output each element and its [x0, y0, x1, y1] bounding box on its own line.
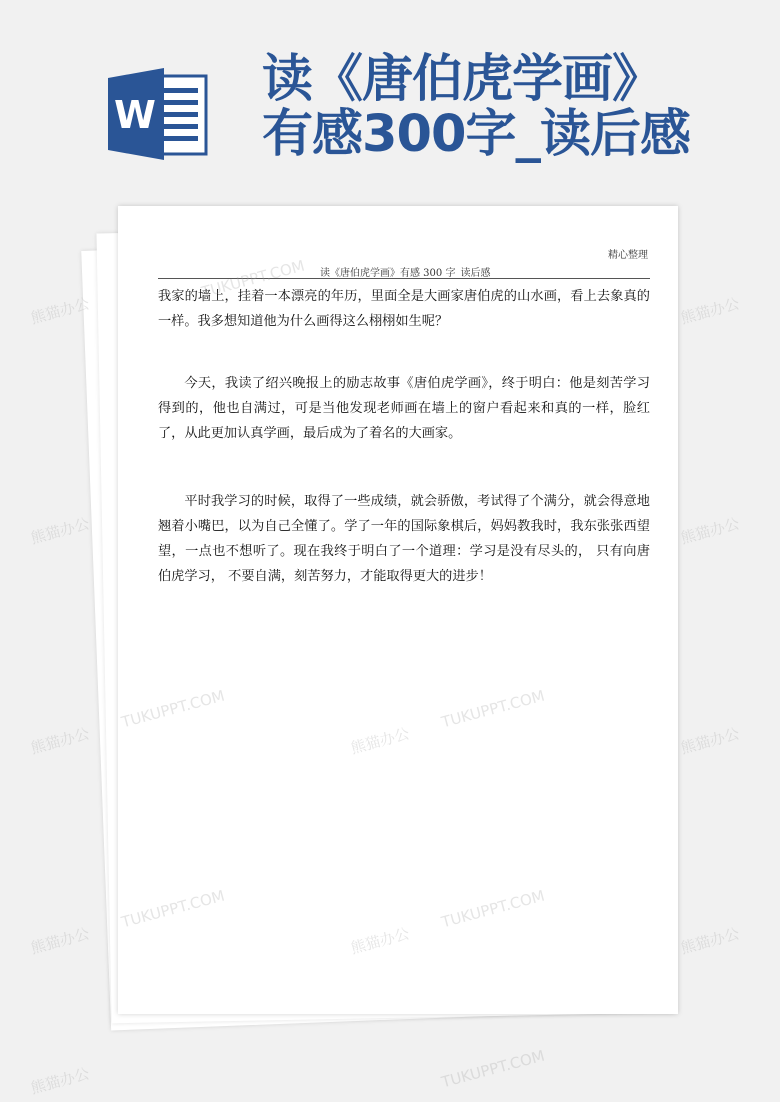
page-title-line1: 读《唐伯虎学画》 — [262, 50, 663, 109]
watermark: 熊猫办公 — [28, 924, 92, 958]
watermark: 熊猫办公 — [678, 294, 742, 328]
watermark: 熊猫办公 — [28, 724, 92, 758]
paragraph-1: 我家的墙上，挂着一本漂亮的年历，里面全是大画家唐伯虎的山水画，看上去象真的一样。我多想知道他为什么画得这么栩栩如生呢？ — [158, 289, 650, 329]
watermark: 熊猫办公 — [348, 924, 412, 958]
doc-header-right: 精心整理 — [608, 250, 648, 261]
word-logo-letter: W — [114, 93, 156, 137]
paragraph-2: 今天，我读了绍兴晚报上的励志故事《唐伯虎学画》，终于明白：他是刻苦学习得到的，他也自满过，可是当他发现老师画在墙上的窗户看起来和真的一样，脸红了，从此更加认真学画，最后成为了着名的大画家。 — [158, 376, 650, 441]
watermark: TUKUPPT.COM — [439, 686, 547, 732]
watermark: 熊猫办公 — [678, 924, 742, 958]
word-icon — [108, 68, 208, 160]
watermark: 熊猫办公 — [678, 514, 742, 548]
watermark: TUKUPPT.COM — [199, 256, 307, 302]
watermark: TUKUPPT.COM — [439, 886, 547, 932]
paragraph-3: 平时我学习的时候，取得了一些成绩，就会骄傲，考试得了个满分，就会得意地翘着小嘴巴，以为自己全懂了。学了一年的国际象棋后，妈妈教我时，我东张张西望望，一点也不想听了。现在我终于明白了一个道理：学习是没有尽头的， 只有向唐伯虎学习， 不要自满，刻苦努力，才能取得更大的进步！ — [158, 494, 650, 584]
watermark: 熊猫办公 — [678, 724, 742, 758]
watermark: 熊猫办公 — [28, 1064, 92, 1098]
watermark: TUKUPPT.COM — [119, 886, 227, 932]
watermark: TUKUPPT.COM — [119, 686, 227, 732]
watermark: TUKUPPT.COM — [439, 1046, 547, 1092]
doc-header-title: 读《唐伯虎学画》有感 300 字_读后感 — [320, 268, 491, 279]
watermark: 熊猫办公 — [28, 294, 92, 328]
watermark: 熊猫办公 — [28, 514, 92, 548]
watermark: 熊猫办公 — [348, 724, 412, 758]
page-title-line2: 有感300字_读后感 — [262, 105, 690, 164]
